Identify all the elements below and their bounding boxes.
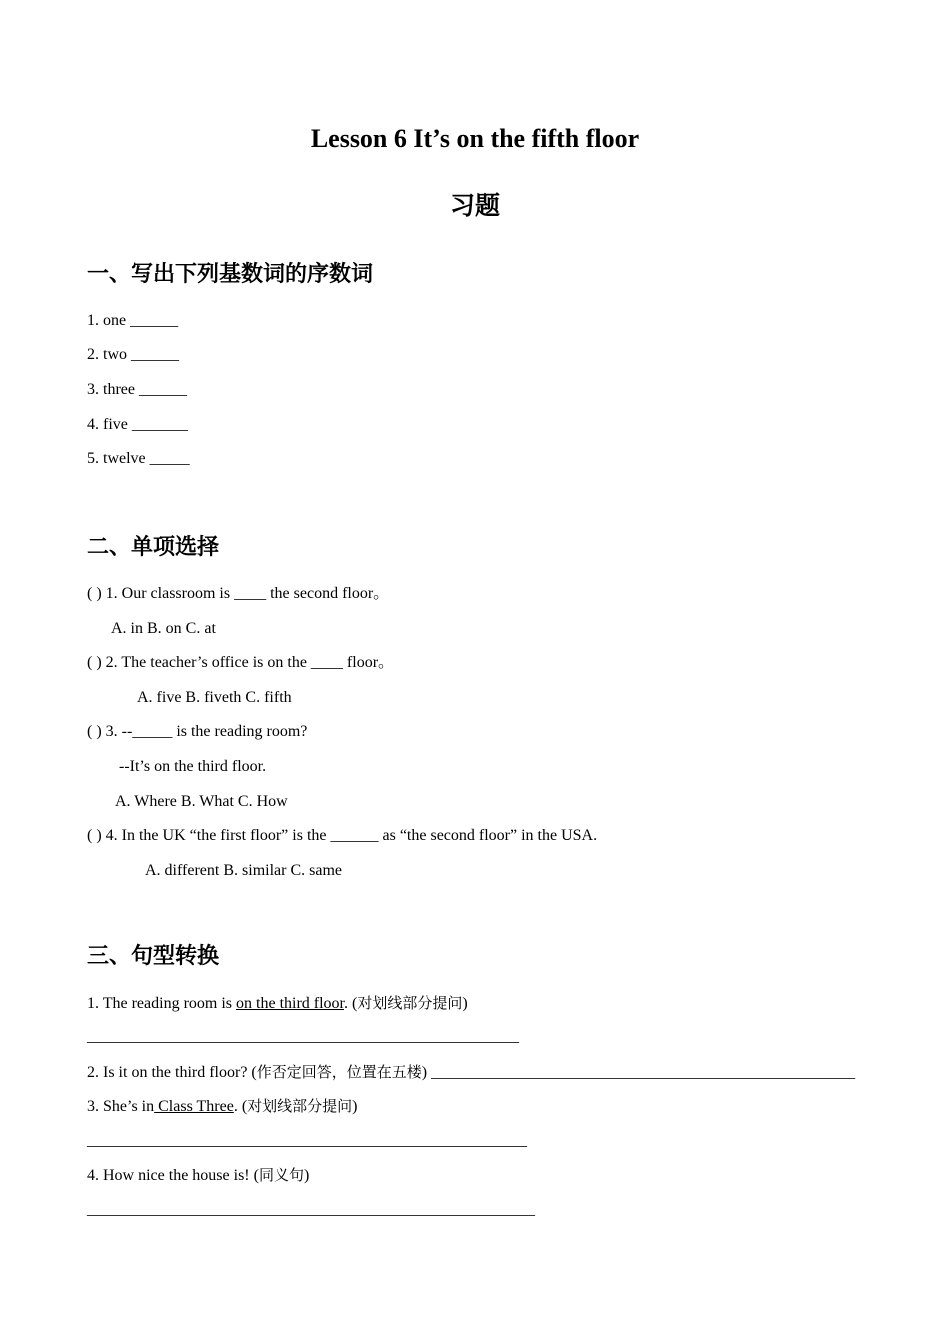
s1-end: )	[462, 995, 468, 1012]
s4-end: )	[303, 1167, 310, 1184]
mc-question-2: ( ) 2. The teacher’s office is on the ____ floor。	[87, 654, 395, 671]
mc-options-3: A. Where B. What C. How	[115, 793, 288, 810]
s1-instruction: 对划线部分提问	[357, 994, 463, 1012]
transform-sentence-2	[87, 1062, 855, 1083]
page-subtitle: 习题	[449, 191, 500, 220]
s2-end: ) _____________________________________________________	[421, 1064, 856, 1081]
s1-item-2: 2. two ______	[87, 346, 179, 363]
s4-instruction: 同义句	[258, 1166, 304, 1184]
mc-question-1: ( ) 1. Our classroom is ____ the second floor。	[87, 585, 390, 602]
mc-options-2: A. five B. fiveth C. fifth	[137, 689, 292, 706]
s1-item-1: 1. one ______	[87, 312, 179, 329]
mc-options-1: A. in B. on C. at	[111, 620, 216, 637]
transform-sentence-4	[87, 1165, 309, 1186]
s3-underlined: Class Three	[154, 1098, 234, 1115]
s4-text: 4. How nice the house is! (	[87, 1167, 259, 1184]
answer-line-1: ______________________________________________________	[87, 1028, 519, 1045]
mc-question-4: ( ) 4. In the UK “the first floor” is the ______ as “the second floor” in the USA.	[87, 827, 598, 844]
mc-question-3: ( ) 3. --_____ is the reading room?	[87, 723, 308, 740]
answer-line-3: _______________________________________________________	[87, 1132, 527, 1149]
s3-instruction: 对划线部分提问	[247, 1097, 353, 1115]
s3-post: . (	[233, 1098, 248, 1115]
section3-heading: 三、句型转换	[87, 944, 220, 969]
s2-text: 2. Is it on the third floor? (	[87, 1064, 257, 1081]
s1-item-5: 5. twelve _____	[87, 450, 190, 467]
answer-line-4: ________________________________________________________	[87, 1201, 535, 1218]
mc-options-4: A. different B. similar C. same	[145, 862, 342, 879]
mc-answer-3: --It’s on the third floor.	[119, 758, 267, 775]
s3-end: )	[352, 1098, 358, 1115]
s1-item-4: 4. five _______	[87, 416, 188, 433]
s1-post: . (	[344, 995, 358, 1012]
s1-item-3: 3. three ______	[87, 381, 187, 398]
transform-sentence-3	[87, 1096, 357, 1117]
transform-sentence-1	[87, 993, 468, 1014]
s1-underlined: on the third floor	[236, 995, 344, 1012]
s1-text: 1. The reading room is	[87, 995, 237, 1012]
section1-heading: 一、写出下列基数词的序数词	[87, 262, 374, 287]
s3-text: 3. She’s in	[87, 1098, 155, 1115]
section2-heading: 二、单项选择	[87, 535, 220, 560]
s2-instruction: 作否定回答，位置在五楼	[256, 1063, 422, 1081]
page-title: Lesson 6 It’s on the fifth floor	[310, 124, 640, 153]
